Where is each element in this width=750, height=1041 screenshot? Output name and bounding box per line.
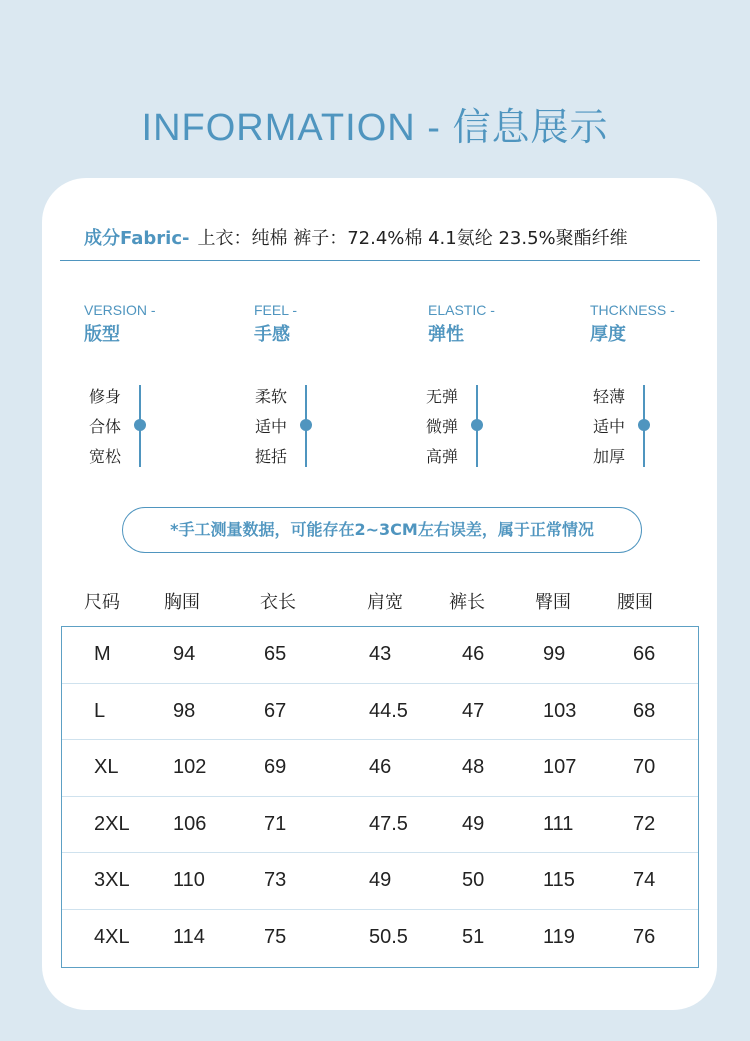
- attr-zh-label: 弹性: [428, 324, 464, 345]
- header-length: 衣长: [260, 592, 296, 613]
- scale-indicator-dot: [638, 419, 650, 431]
- header-shoulder: 肩宽: [367, 592, 403, 613]
- table-cell: 50.5: [369, 925, 408, 948]
- scale-option: 柔软: [255, 387, 288, 406]
- scale-feel: [255, 382, 287, 472]
- table-cell: M: [94, 643, 111, 665]
- table-cell: 51: [462, 925, 485, 948]
- table-cell: 49: [462, 812, 485, 835]
- table-cell: 72: [633, 812, 656, 835]
- table-cell: 46: [369, 756, 392, 779]
- table-cell: 110: [173, 869, 205, 892]
- table-cell: 71: [264, 812, 287, 835]
- header-pants-length: 裤长: [449, 592, 485, 613]
- table-cell: 98: [173, 699, 196, 722]
- table-cell: 70: [633, 756, 656, 779]
- divider: [60, 260, 700, 261]
- scale-option: 宽松: [89, 447, 122, 466]
- scale-option: 微弹: [426, 417, 459, 436]
- table-cell: 47.5: [369, 812, 408, 835]
- table-cell: 74: [633, 869, 656, 892]
- table-cell: 48: [462, 756, 485, 779]
- table-cell: 69: [264, 756, 287, 779]
- table-cell: 111: [543, 812, 574, 835]
- table-row: [62, 910, 698, 966]
- table-cell: 99: [543, 643, 566, 665]
- scale-version: [89, 382, 121, 472]
- scale-option: 无弹: [426, 387, 459, 406]
- scale-option: 适中: [593, 417, 626, 436]
- table-cell: 49: [369, 869, 392, 892]
- attr-en-label: FEEL -: [254, 302, 298, 318]
- attr-zh-label: 手感: [254, 324, 290, 345]
- scale-option: 高弹: [426, 447, 459, 466]
- table-row: [62, 797, 698, 854]
- table-cell: 102: [173, 756, 207, 779]
- table-cell: 76: [633, 925, 656, 948]
- scale-indicator-dot: [134, 419, 146, 431]
- table-cell: 106: [173, 812, 207, 835]
- page-title: INFORMATION - 信息展示: [141, 107, 609, 149]
- header-hip: 臀围: [535, 592, 571, 613]
- attr-en-label: VERSION -: [84, 302, 156, 318]
- table-cell: 4XL: [94, 925, 130, 948]
- table-cell: 43: [369, 643, 392, 665]
- header-size: 尺码: [84, 592, 120, 613]
- table-cell: L: [94, 699, 106, 722]
- scale-elastic: [426, 382, 458, 472]
- attr-zh-label: 厚度: [590, 324, 626, 345]
- attr-zh-label: 版型: [84, 324, 120, 345]
- attr-en-label: THCKNESS -: [590, 302, 675, 318]
- table-cell: 94: [173, 643, 196, 665]
- table-cell: 46: [462, 643, 485, 665]
- table-cell: 119: [543, 925, 575, 948]
- scale-option: 挺括: [255, 447, 288, 466]
- table-row: [62, 740, 698, 797]
- table-cell: 44.5: [369, 699, 408, 722]
- size-table: [61, 626, 699, 968]
- attr-thickness: [590, 302, 675, 346]
- scale-option: 适中: [255, 417, 288, 436]
- table-cell: 2XL: [94, 812, 130, 835]
- fabric-value: 上衣：纯棉 裤子：72.4%棉 4.1氨纶 23.5%聚酯纤维: [197, 228, 628, 249]
- table-row: [62, 627, 698, 684]
- table-cell: 114: [173, 925, 205, 948]
- measurement-note: *手工测量数据，可能存在2~3CM左右误差，属于正常情况: [122, 507, 642, 553]
- table-cell: 67: [264, 699, 287, 722]
- fabric-label: 成分Fabric-: [84, 228, 190, 249]
- table-row: [62, 684, 698, 741]
- header-chest: 胸围: [164, 592, 200, 613]
- table-cell: XL: [94, 756, 119, 779]
- table-cell: 66: [633, 643, 656, 665]
- scale-indicator-dot: [300, 419, 312, 431]
- table-cell: 50: [462, 869, 485, 892]
- scale-option: 轻薄: [593, 387, 626, 406]
- table-cell: 115: [543, 869, 575, 892]
- attr-en-label: ELASTIC -: [428, 302, 495, 318]
- table-cell: 103: [543, 699, 577, 722]
- header-waist: 腰围: [617, 592, 653, 613]
- scale-option: 合体: [89, 417, 122, 436]
- table-cell: 107: [543, 756, 577, 779]
- attr-version: [84, 302, 156, 346]
- table-row: [62, 853, 698, 910]
- scale-option: 加厚: [593, 447, 626, 466]
- table-cell: 65: [264, 643, 287, 665]
- table-cell: 73: [264, 869, 287, 892]
- table-cell: 75: [264, 925, 287, 948]
- table-cell: 47: [462, 699, 485, 722]
- table-cell: 3XL: [94, 869, 130, 892]
- scale-indicator-dot: [471, 419, 483, 431]
- size-table-header: [42, 588, 717, 618]
- scale-thickness: [593, 382, 625, 472]
- info-card: [42, 178, 717, 1010]
- scale-option: 修身: [89, 387, 122, 406]
- attr-feel: [254, 302, 297, 346]
- table-cell: 68: [633, 699, 656, 722]
- attr-elastic: [428, 302, 495, 346]
- fabric-composition: [84, 224, 628, 250]
